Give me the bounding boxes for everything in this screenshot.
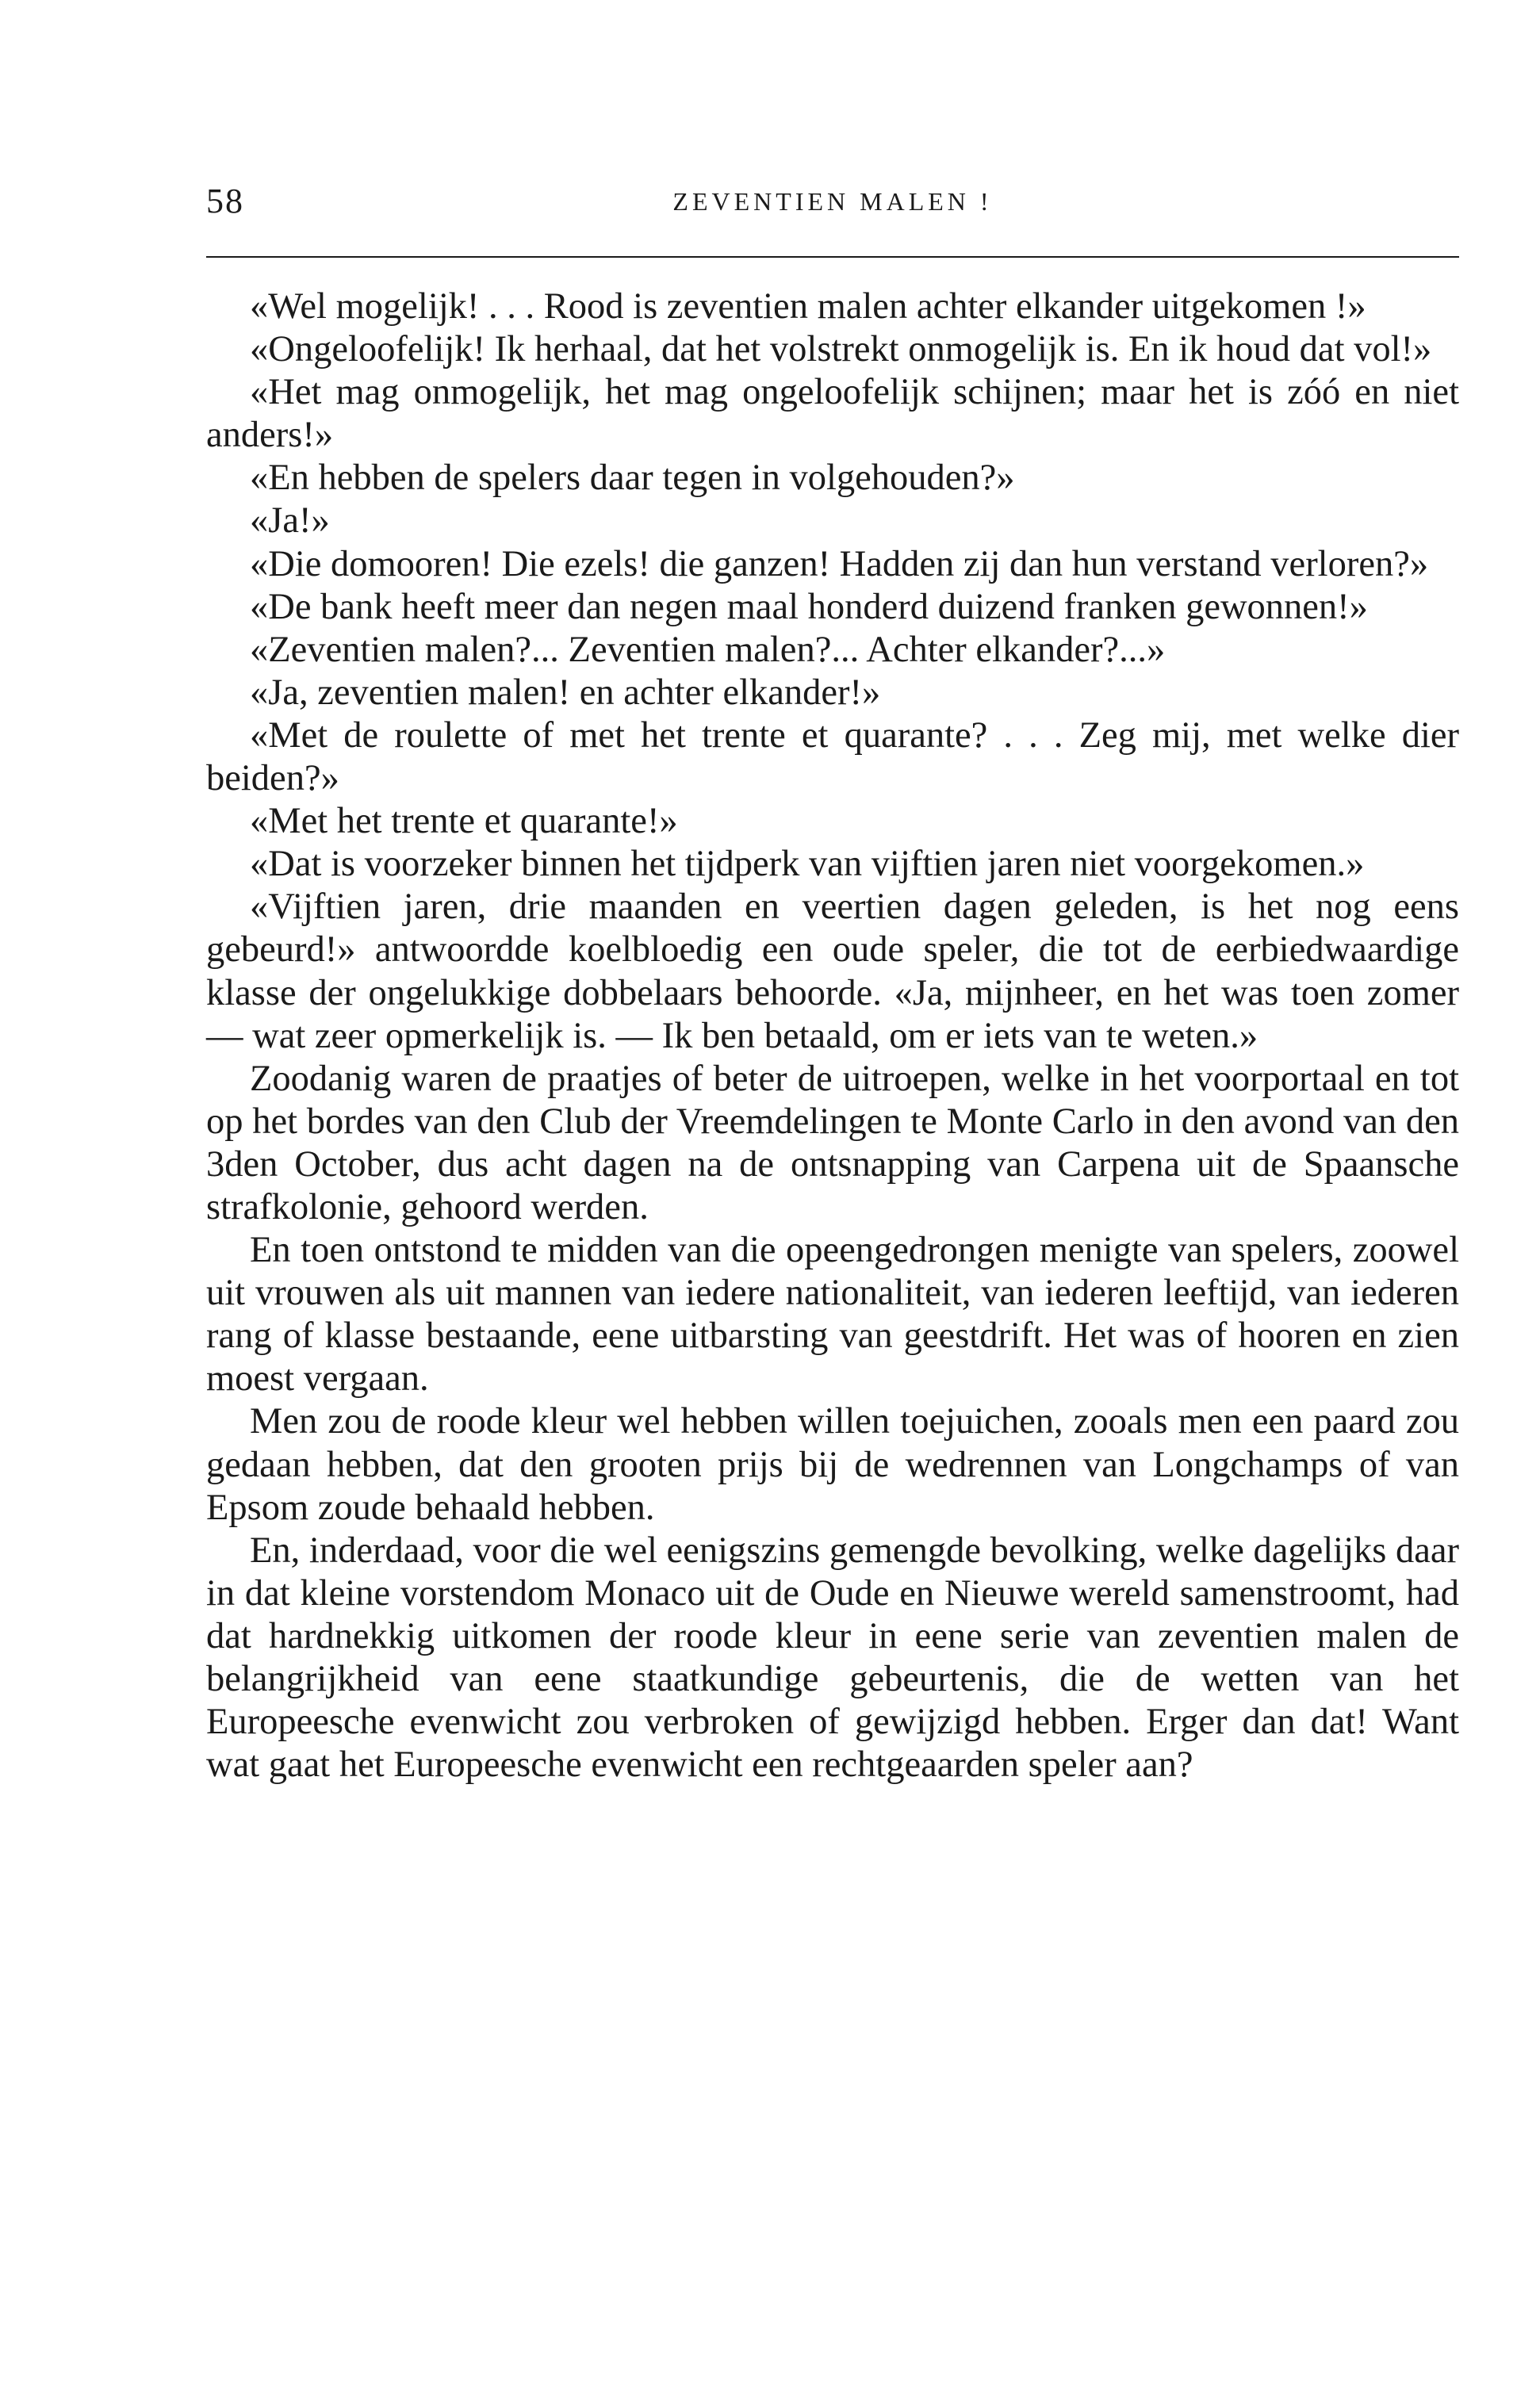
paragraph: «Zeventien malen?... Zeventien malen?... Achter elkander?...» bbox=[250, 629, 1166, 670]
running-title: ZEVENTIEN MALEN ! bbox=[672, 187, 993, 216]
body-text bbox=[206, 285, 1459, 1786]
paragraph: «Ja, zeventien malen! en achter elkander!» bbox=[250, 672, 881, 713]
paragraph: «Die domooren! Die ezels! die ganzen! Hadden zij dan hun verstand verloren?» bbox=[250, 543, 1429, 584]
paragraph: En, inderdaad, voor die wel eenigszins gemengde bevolking, welke dagelijks daar in dat kleine vorstendom Monaco uit de Oude en Nieuwe wereld samenstroomt, had dat hardnekkig uitkomen der roode kleur in eene serie van zeventien malen de belangrijkheid van eene staatkundige gebeurtenis, die de wetten van het Europeesche evenwicht zou verbroken of gewijzigd hebben. Erger dan dat! Want wat gaat het Europeesche evenwicht een rechtgeaarden speler aan? bbox=[206, 1530, 1459, 1786]
paragraph: «Met de roulette of met het trente et quarante? . . . Zeg mij, met welke dier beiden?» bbox=[206, 714, 1459, 799]
paragraph: «Dat is voorzeker binnen het tijdperk van vijftien jaren niet voorgekomen.» bbox=[250, 844, 1365, 885]
paragraph: «Het mag onmogelijk, het mag ongeloofelijk schijnen; maar het is zóó en niet anders!» bbox=[206, 372, 1459, 456]
paragraph: Zoodanig waren de praatjes of beter de uitroepen, welke in het voorportaal en tot op het bordes van den Club der Vreemdelingen te Monte Carlo in den avond van den 3den October, dus acht dagen na de ontsnapping van Carpena uit de Spaansche strafkolonie, gehoord werden. bbox=[206, 1058, 1459, 1227]
page-number: 58 bbox=[206, 182, 244, 220]
paragraph: «En hebben de spelers daar tegen in volgehouden?» bbox=[250, 458, 1015, 499]
paragraph: «Ongeloofelijk! Ik herhaal, dat het volstrekt onmogelijk is. En ik houd dat vol!» bbox=[250, 329, 1432, 370]
paragraph: En toen ontstond te midden van die opeengedrongen menigte van spelers, zoowel uit vrouwen als uit mannen van iedere nationaliteit, van iederen leeftijd, van iederen rang of klasse bestaande, eene uitbarsting van geestdrift. Het was of hooren en zien moest vergaan. bbox=[206, 1230, 1459, 1400]
paragraph: «Wel mogelijk! . . . Rood is zeventien malen achter elkander uitgekomen !» bbox=[250, 286, 1366, 327]
paragraph: «Met het trente et quarante!» bbox=[250, 801, 678, 842]
header-rule bbox=[206, 256, 1459, 258]
paragraph: «Vijftien jaren, drie maanden en veertien dagen geleden, is het nog eens gebeurd!» antwoordde koelbloedig een oude speler, die tot de eerbiedwaardige klasse der ongelukkige dobbelaars behoorde. «Ja, mijnheer, en het was toen zomer — wat zeer opmerkelijk is. — Ik ben betaald, om er iets van te weten.» bbox=[206, 886, 1459, 1056]
paragraph: «Ja!» bbox=[250, 500, 330, 542]
page-header bbox=[206, 181, 1459, 228]
paragraph: Men zou de roode kleur wel hebben willen toejuichen, zooals men een paard zou gedaan hebben, dat den grooten prijs bij de wedrennen van Longchamps of van Epsom zoude behaald hebben. bbox=[206, 1401, 1459, 1528]
paragraph: «De bank heeft meer dan negen maal honderd duizend franken gewonnen!» bbox=[250, 586, 1368, 627]
